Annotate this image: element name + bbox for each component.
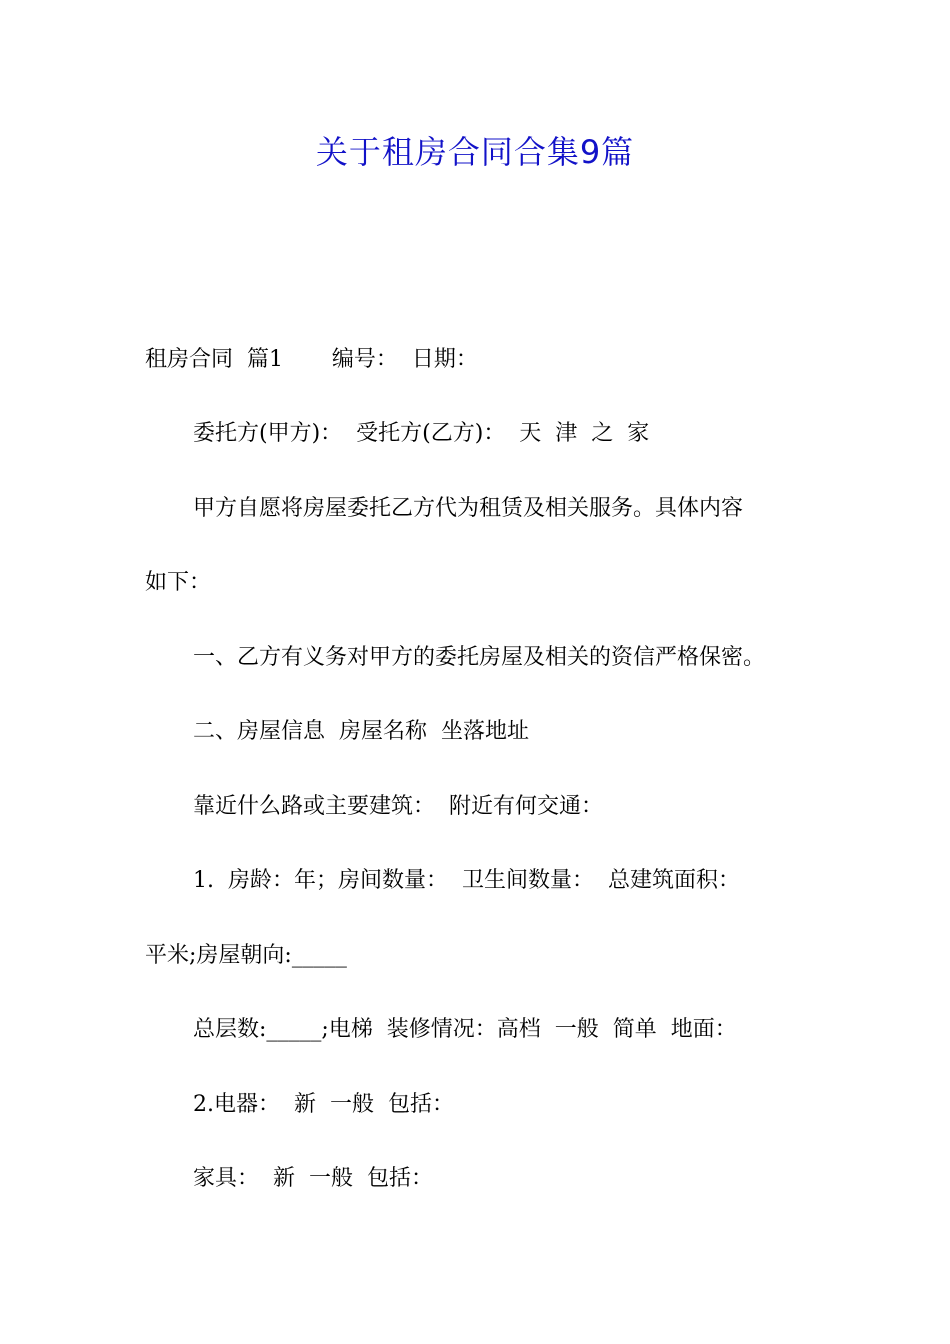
paragraph-line: 1. 房龄：年；房间数量： 卫生间数量： 总建筑面积： [193, 868, 740, 893]
paragraph-line: 二、房屋信息 房屋名称 坐落地址 [193, 719, 529, 744]
paragraph-line: 靠近什么路或主要建筑： 附近有何交通： [193, 794, 603, 819]
paragraph-line: 租房合同 篇1 编号： 日期： [145, 347, 478, 372]
paragraph-line: 委托方(甲方)： 受托方(乙方)： 天 津 之 家 [193, 421, 650, 446]
paragraph-line: 家具： 新 一般 包括： [193, 1166, 433, 1191]
paragraph-line: 总层数:_____;电梯 装修情况：高档 一般 简单 地面： [193, 1017, 737, 1042]
paragraph-line: 2.电器： 新 一般 包括： [193, 1092, 454, 1117]
paragraph-line: 甲方自愿将房屋委托乙方代为租赁及相关服务。具体内容 [193, 496, 744, 521]
paragraph-line: 平米;房屋朝向:_____ [145, 943, 347, 968]
document-title: 关于租房合同合集9篇 [315, 133, 635, 171]
paragraph-line: 一、乙方有义务对甲方的委托房屋及相关的资信严格保密。 [193, 645, 766, 670]
paragraph-line: 如下： [145, 570, 212, 595]
